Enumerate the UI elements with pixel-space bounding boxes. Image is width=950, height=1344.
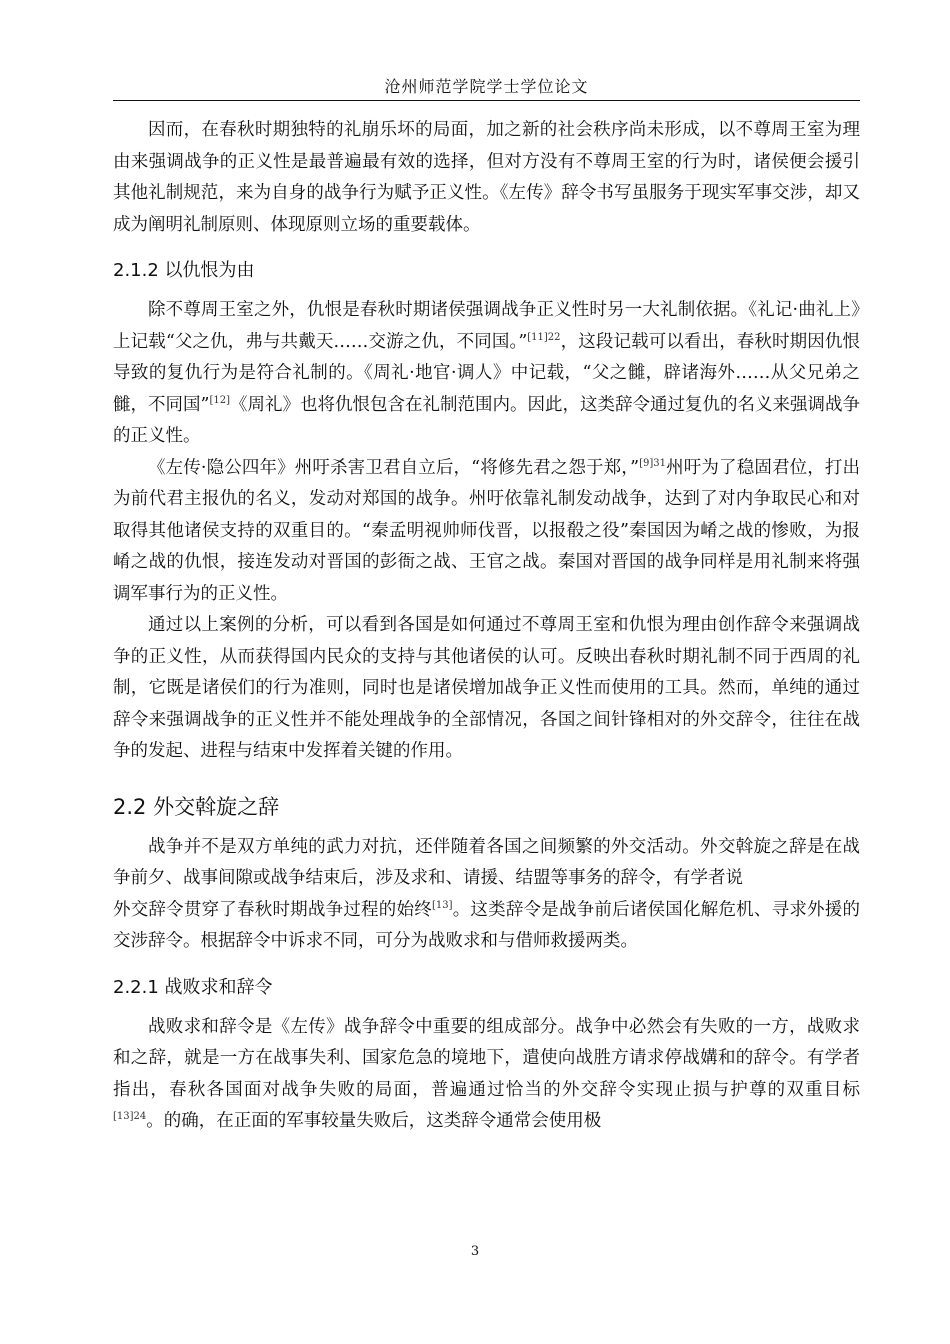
paragraph [113, 1012, 860, 1138]
citation-marker: [12] [209, 394, 230, 406]
page-number: 3 [470, 1244, 480, 1259]
running-header: 沧州师范学院学士学位论文 [384, 77, 589, 96]
paragraph-text: 外交辞令贯穿了春秋时期战争过程的始终 [113, 899, 432, 920]
section-heading-2-2-1: 2.2.1 战败求和辞令 [113, 976, 273, 998]
citation-marker: [9]31 [639, 457, 667, 469]
header-rule [113, 100, 860, 101]
section-heading-2-1-2: 2.1.2 以仇恨为由 [113, 260, 255, 281]
paragraph-text: 战败求和辞令是《左传》战争辞令中重要的组成部分。战争中必然会有失败的一方，战败求和之辞，就是一方在战事失利、国家危急的境地下，遣使向战胜方请求停战媾和的辞令。有学者指出，春秋各国面对战争失败的局面，普遍通过恰当的外交辞令实现止损与护尊的双重目标 [113, 1016, 860, 1100]
paragraph-text: 州吁为了稳固君位，打出为前代君主报仇的名义，发动对郑国的战争。州吁依靠礼制发动战争，达到了对内争取民心和对取得其他诸侯支持的双重目的。“秦孟明视帅师伐晋，以报殽之役”秦国因为崤之战的惨败，为报崤之战的仇恨，接连发动对晋国的彭衙之战、王官之战。秦国对晋国的战争同样是用礼制来将强调军事行为的正义性。 [113, 457, 860, 604]
citation-marker: [11]22 [527, 331, 561, 343]
paragraph: 通过以上案例的分析，可以看到各国是如何通过不尊周王室和仇恨为理由创作辞令来强调战争的正义性，从而获得国内民众的支持与其他诸侯的认可。反映出春秋时期礼制不同于西周的礼制，它既是诸侯们的行为准则，同时也是诸侯增加战争正义性而使用的工具。然而，单纯的通过辞令来强调战争的正义性并不能处理战争的全部情况，各国之间针锋相对的外交辞令，往往在战争的发起、进程与结束中发挥着关键的作用。 [113, 615, 860, 761]
paragraph: 因而，在春秋时期独特的礼崩乐坏的局面，加之新的社会秩序尚未形成，以不尊周王室为理由来强调战争的正义性是最普遍最有效的选择，但对方没有不尊周王室的行为时，诸侯便会援引其他礼制规范，来为自身的战争行为赋予正义性。《左传》辞令书写虽服务于现实军事交涉，却又成为阐明礼制原则、体现原则立场的重要载体。 [113, 120, 860, 235]
citation-marker: [13]24 [113, 1111, 147, 1122]
body-content [113, 115, 860, 1138]
paragraph: 战争并不是双方单纯的武力对抗，还伴随着各国之间频繁的外交活动。外交斡旋之辞是在战争前夕、战事间隙或战争结束后，涉及求和、请援、结盟等事务的辞令，有学者说 [113, 836, 860, 888]
paragraph-text: 《周礼》也将仇恨包含在礼制范围内。因此，这类辞令通过复仇的名义来强调战争的正义性。 [113, 394, 860, 446]
paragraph [113, 453, 860, 611]
paragraph-continued [113, 895, 860, 958]
section-heading-2-2: 2.2 外交斡旋之辞 [113, 794, 280, 819]
paragraph-text: 。的确，在正面的军事较量失败后，这类辞令通常会使用极 [146, 1111, 602, 1131]
paragraph-text: 《左传·隐公四年》州吁杀害卫君自立后，“将修先君之怨于郑，” [148, 457, 640, 478]
citation-marker: [13] [431, 899, 453, 911]
paragraph [113, 295, 860, 453]
paragraph-text: 除不尊周王室之外，仇恨是春秋时期诸侯强调战争正义性时另一大礼制依据。《礼记·曲礼上》上记载“父之仇，弗与共戴天……交游之仇，不同国。” [113, 300, 860, 352]
paragraph-text: 。这类辞令是战争前后诸侯国化解危机、寻求外援的交涉辞令。根据辞令中诉求不同，可分为战败求和与借师救援两类。 [113, 899, 860, 951]
paragraph-text: ，这段记载可以看出，春秋时期因仇恨导致的复仇行为是符合礼制的。《周礼·地官·调人》中记载，“父之雠，辟诸海外……从父兄弟之雠，不同国” [113, 331, 860, 415]
